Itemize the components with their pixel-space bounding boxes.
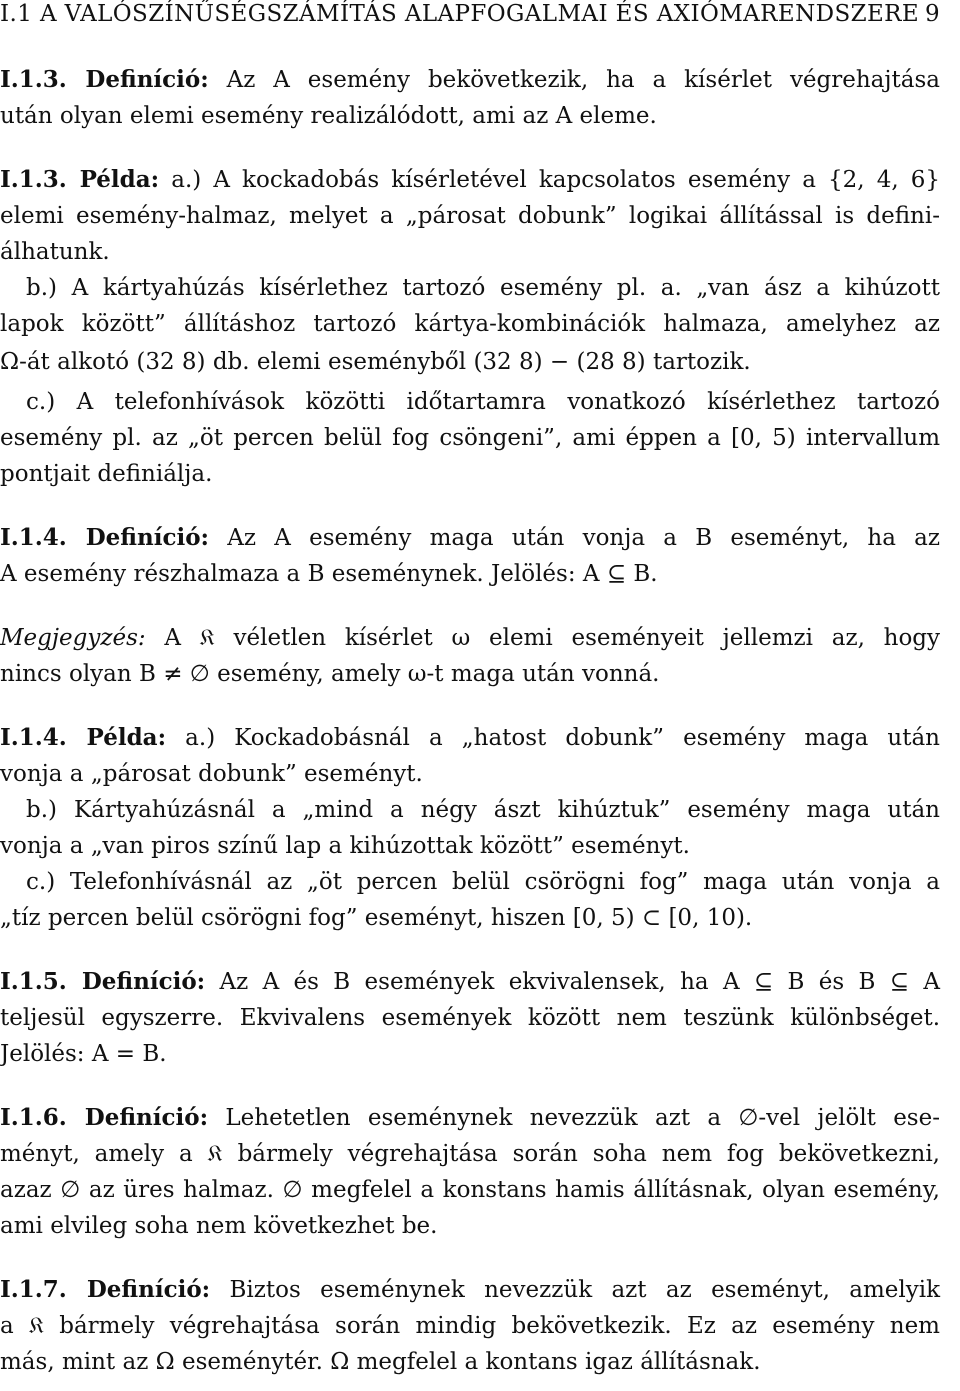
def-1-1-4-label: I.1.4. Definíció: [0, 524, 210, 551]
ex-1-1-4-label: I.1.4. Példa: [0, 724, 167, 751]
page-number: 9 [924, 1, 940, 27]
def-1-1-5-line-3: Jelölés: A = B. [0, 1041, 167, 1067]
def-1-1-5-label: I.1.5. Definíció: [0, 968, 206, 995]
def-1-1-5-line-1: I.1.5. Definíció: Az A és B események ekvivalensek, ha A ⊆ B és B ⊆ A [0, 968, 940, 995]
ex-1-1-4-line-6: „tíz percen belül csörögni fog” eseményt, hiszen [0, 5) ⊂ [0, 10). [0, 905, 753, 931]
def-1-1-4-line-1: I.1.4. Definíció: Az A esemény maga után vonja a B eseményt, ha az [0, 524, 941, 551]
ex-1-1-4-line-4: vonja a „van piros színű lap a kihúzottak között” eseményt. [0, 833, 690, 859]
ex-1-1-3-line-8: esemény pl. az „öt percen belül fog csöngeni”, ami éppen a [0, 5) intervallum [0, 425, 940, 451]
ex-1-1-4-line-1: I.1.4. Példa: a.) Kockadobásnál a „hatost dobunk” esemény maga után [0, 724, 940, 751]
ex-1-1-3-line-3: álhatunk. [0, 239, 110, 265]
def-1-1-7-line-1: I.1.7. Definíció: Biztos eseménynek nevezzük azt az eseményt, amelyik [0, 1276, 941, 1303]
running-title: I.1 A VALÓSZÍNŰSÉGSZÁMÍTÁS ALAPFOGALMAI ÉS AXIÓMARENDSZERE [0, 1, 920, 27]
def-1-1-5-line-2: teljesül egyszerre. Ekvivalens események között nem teszünk különbséget. [0, 1005, 940, 1031]
def-1-1-3-label: I.1.3. Definíció: [0, 66, 209, 93]
def-1-1-7-line-2: a 𝔎 bármely végrehajtása során mindig bekövetkezik. Ez az esemény nem [0, 1313, 940, 1339]
ex-1-1-3-line-9: pontjait definiálja. [0, 461, 213, 487]
ex-1-1-3-line-6: Ω-át alkotó (32 8) db. elemi eseményből (32 8) − (28 8) tartozik. [0, 349, 751, 375]
def-1-1-6-line-1: I.1.6. Definíció: Lehetetlen eseménynek nevezzük azt a ∅-vel jelölt ese- [0, 1104, 940, 1131]
ex-1-1-4-line-3: b.) Kártyahúzásnál a „mind a négy ászt kihúztuk” esemény maga után [26, 797, 940, 823]
def-1-1-6-line-4: ami elvileg soha nem következhet be. [0, 1213, 438, 1239]
ex-1-1-3-line-4: b.) A kártyahúzás kísérlethez tartozó esemény pl. a. „van ász a kihúzott [26, 275, 940, 301]
ex-1-1-4-line-2: vonja a „párosat dobunk” eseményt. [0, 761, 423, 787]
def-1-1-3-line-2: után olyan elemi esemény realizálódott, ami az A eleme. [0, 103, 657, 129]
def-1-1-3-line-1: I.1.3. Definíció: Az A esemény bekövetkezik, ha a kísérlet végrehajtása [0, 66, 941, 93]
def-1-1-4-line-2: A esemény részhalmaza a B eseménynek. Jelölés: A ⊆ B. [0, 561, 658, 587]
ex-1-1-3-line-2: elemi esemény-halmaz, melyet a „párosat dobunk” logikai állítással is defini- [0, 203, 940, 229]
ex-1-1-4-line-5: c.) Telefonhívásnál az „öt percen belül csörögni fog” maga után vonja a [26, 869, 940, 895]
def-1-1-6-label: I.1.6. Definíció: [0, 1104, 209, 1131]
note-label: Megjegyzés: [0, 625, 146, 651]
ex-1-1-3-line-7: c.) A telefonhívások közötti időtartamra vonatkozó kísérlethez tartozó [26, 389, 940, 415]
note-line-1: Megjegyzés: A 𝔎 véletlen kísérlet ω elemi eseményeit jellemzi az, hogy [0, 625, 941, 651]
note-line-2: nincs olyan B ≠ ∅ esemény, amely ω-t maga után vonná. [0, 661, 660, 687]
ex-1-1-3-label: I.1.3. Példa: [0, 166, 160, 193]
def-1-1-6-line-2: ményt, amely a 𝔎 bármely végrehajtása során soha nem fog bekövetkezni, [0, 1141, 940, 1167]
def-1-1-7-label: I.1.7. Definíció: [0, 1276, 211, 1303]
ex-1-1-3-line-1: I.1.3. Példa: a.) A kockadobás kísérletével kapcsolatos esemény a {2, 4, 6} [0, 166, 941, 193]
running-header [0, 0, 940, 28]
def-1-1-6-line-3: azaz ∅ az üres halmaz. ∅ megfelel a konstans hamis állításnak, olyan esemény, [0, 1177, 940, 1203]
ex-1-1-3-line-5: lapok között” állításhoz tartozó kártya-kombinációk halmaza, amelyhez az [0, 311, 940, 337]
def-1-1-7-line-3: más, mint az Ω eseménytér. Ω megfelel a kontans igaz állításnak. [0, 1349, 761, 1375]
